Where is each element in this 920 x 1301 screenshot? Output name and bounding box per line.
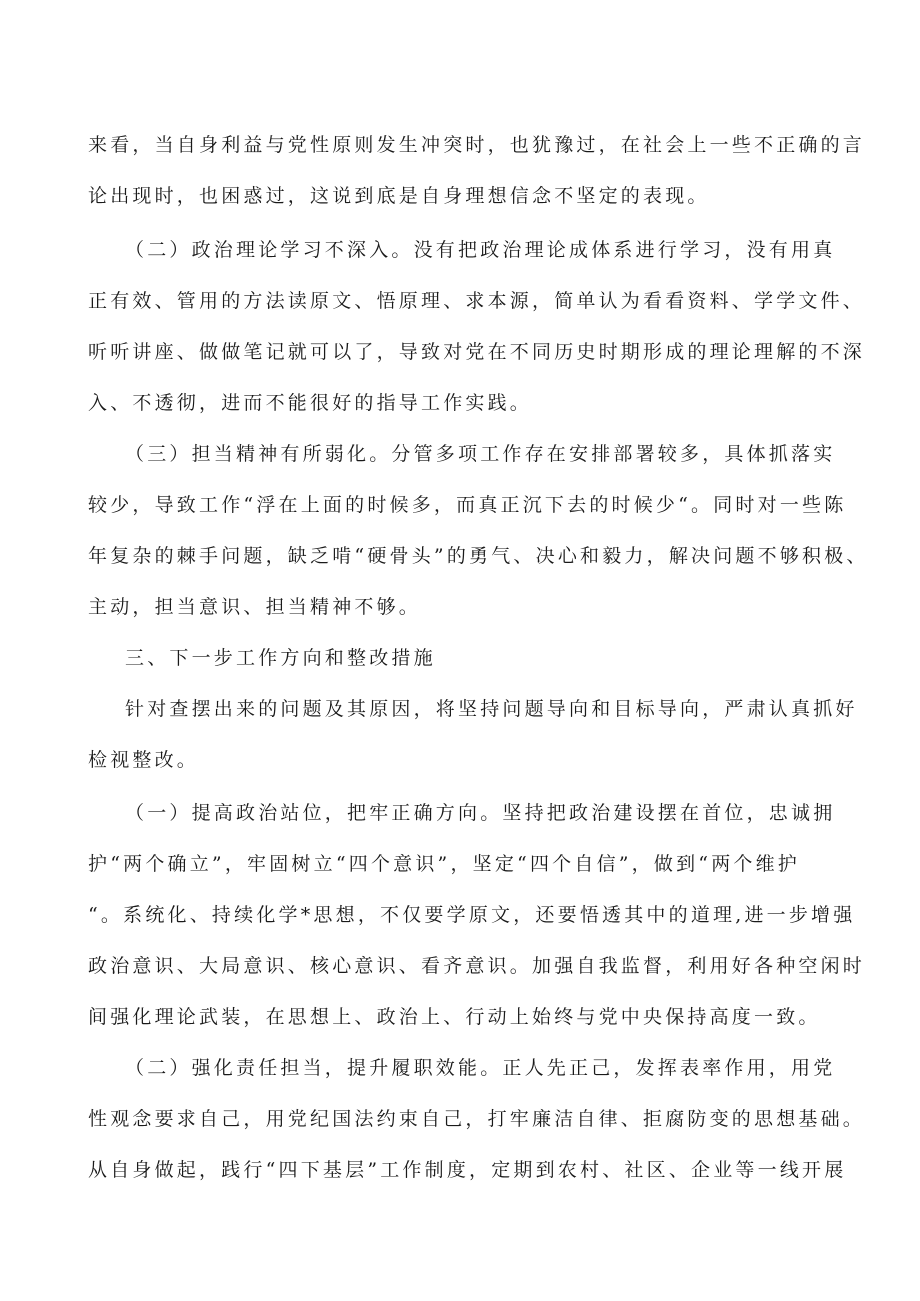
paragraph-3-line-4: 主动，担当意识、担当精神不够。 [88,596,422,618]
paragraph-1-line-2: 论出现时，也困惑过，这说到底是自身理想信念不坚定的表现。 [88,185,710,207]
section-heading: 三、下一步工作方向和整改措施 [125,647,436,669]
paragraph-7-line-2: 性观念要求自己，用党纪国法约束自己，打牢廉洁自律、拒腐防变的思想基础。 [88,1108,866,1130]
paragraph-2-line-3: 听听讲座、做做笔记就可以了，导致对党在不同历史时期形成的理论理解的不深 [88,341,866,363]
paragraph-7-line-1: （二）强化责任担当，提升履职效能。正人先正己，发挥表率作用，用党 [125,1057,836,1079]
paragraph-6-line-1: （一）提高政治站位，把牢正确方向。坚持把政治建设摆在首位，忠诚拥 [125,802,836,824]
paragraph-2-line-2: 正有效、管用的方法读原文、悟原理、求本源，简单认为看看资料、学学文件、 [88,290,866,312]
paragraph-6-line-3: “。系统化、持续化学*思想，不仅要学原文，还要悟透其中的道理,进一步增强 [88,904,856,926]
paragraph-7-line-3: 从自身做起，践行“四下基层”工作制度，定期到农村、社区、企业等一线开展 [88,1159,847,1181]
paragraph-1-line-1: 来看，当自身利益与党性原则发生冲突时，也犹豫过，在社会上一些不正确的言 [88,134,866,156]
paragraph-5-line-2: 检视整改。 [88,749,200,771]
paragraph-3-line-2: 较少，导致工作“浮在上面的时候多，而真正沉下去的时候少“。同时对一些陈 [88,494,847,516]
paragraph-2-line-1: （二）政治理论学习不深入。没有把政治理论成体系进行学习，没有用真 [125,239,836,261]
paragraph-3-line-1: （三）担当精神有所弱化。分管多项工作存在安排部署较多，具体抓落实 [125,443,836,465]
paragraph-6-line-4: 政治意识、大局意识、核心意识、看齐意识。加强自我监督，利用好各种空闲时 [88,955,866,977]
paragraph-3-line-3: 年复杂的棘手问题，缺乏啃“硬骨头”的勇气、决心和毅力，解决问题不够积极、 [88,545,869,567]
paragraph-6-line-2: 护“两个确立”，牢固树立“四个意识”，坚定“四个自信”，做到“两个维护 [88,853,800,875]
paragraph-2-line-4: 入、不透彻，进而不能很好的指导工作实践。 [88,392,533,414]
paragraph-5-line-1: 针对查摆出来的问题及其原因，将坚持问题导向和目标导向，严肃认真抓好 [125,698,858,720]
paragraph-6-line-5: 间强化理论武装，在思想上、政治上、行动上始终与党中央保持高度一致。 [88,1006,821,1028]
